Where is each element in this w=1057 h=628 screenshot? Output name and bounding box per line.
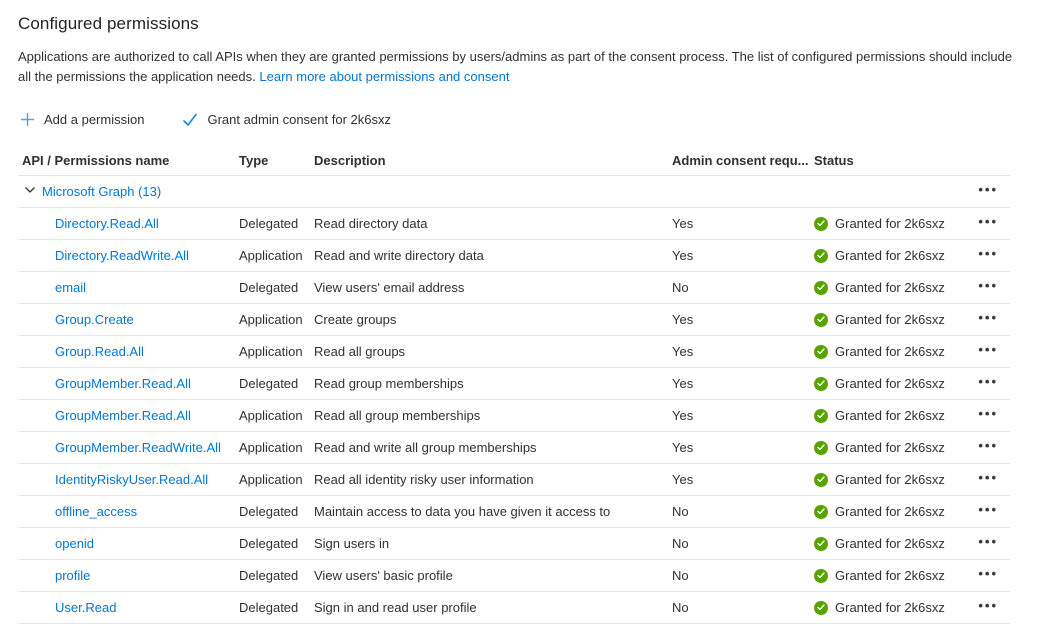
granted-check-icon	[814, 281, 828, 295]
permission-name-link[interactable]: offline_access	[55, 504, 138, 520]
permission-description: View users' basic profile	[314, 568, 453, 584]
table-row	[18, 592, 1010, 624]
permissions-table	[18, 146, 1010, 624]
status-text: Granted for 2k6sxz	[835, 312, 945, 328]
status-text: Granted for 2k6sxz	[835, 216, 945, 232]
more-options-button[interactable]: •••	[976, 180, 1000, 204]
granted-check-icon	[814, 249, 828, 263]
more-options-button[interactable]: •••	[976, 468, 1000, 492]
status-text: Granted for 2k6sxz	[835, 408, 945, 424]
admin-consent-required: No	[672, 504, 689, 520]
admin-consent-required: No	[672, 536, 689, 552]
table-row	[18, 432, 1010, 464]
admin-consent-required: Yes	[672, 376, 694, 392]
grant-admin-consent-label: Grant admin consent for 2k6sxz	[207, 112, 391, 128]
more-options-button[interactable]: •••	[976, 212, 1000, 236]
table-row	[18, 304, 1010, 336]
add-permission-button[interactable]	[18, 108, 146, 131]
permission-description: Sign in and read user profile	[314, 600, 477, 616]
more-options-button[interactable]: •••	[976, 276, 1000, 300]
table-row	[18, 240, 1010, 272]
admin-consent-required: No	[672, 280, 689, 296]
permission-type: Delegated	[239, 280, 299, 296]
page-title: Configured permissions	[18, 14, 199, 33]
status-text: Granted for 2k6sxz	[835, 376, 945, 392]
granted-check-icon	[814, 505, 828, 519]
permission-name-link[interactable]: GroupMember.Read.All	[55, 376, 191, 392]
permission-name-link[interactable]: GroupMember.Read.All	[55, 408, 191, 424]
header-status: Status	[814, 153, 854, 169]
status-cell	[810, 408, 958, 423]
status-text: Granted for 2k6sxz	[835, 472, 945, 488]
permission-type: Delegated	[239, 216, 299, 232]
permission-type: Delegated	[239, 376, 299, 392]
permission-type: Application	[239, 408, 303, 424]
plus-icon	[20, 112, 35, 127]
granted-check-icon	[814, 569, 828, 583]
permission-description: Read all group memberships	[314, 408, 481, 424]
header-description: Description	[314, 153, 386, 169]
permission-type: Delegated	[239, 504, 299, 520]
more-options-button[interactable]: •••	[976, 340, 1000, 364]
more-options-button[interactable]: •••	[976, 436, 1000, 460]
table-row	[18, 400, 1010, 432]
table-row	[18, 560, 1010, 592]
command-bar	[18, 108, 1057, 131]
permission-description: Maintain access to data you have given it access to	[314, 504, 611, 520]
admin-consent-required: Yes	[672, 440, 694, 456]
status-text: Granted for 2k6sxz	[835, 440, 945, 456]
table-row	[18, 528, 1010, 560]
page-description	[18, 47, 1026, 87]
table-body	[18, 208, 1010, 624]
granted-check-icon	[814, 473, 828, 487]
status-cell	[810, 600, 958, 615]
permission-description: View users' email address	[314, 280, 465, 296]
add-permission-label: Add a permission	[44, 112, 145, 128]
granted-check-icon	[814, 377, 828, 391]
more-options-button[interactable]: •••	[976, 596, 1000, 620]
status-text: Granted for 2k6sxz	[835, 280, 945, 296]
learn-more-link[interactable]: Learn more about permissions and consent	[259, 69, 510, 85]
permission-description: Read all groups	[314, 344, 406, 360]
granted-check-icon	[814, 345, 828, 359]
permission-type: Delegated	[239, 568, 299, 584]
more-options-button[interactable]: •••	[976, 500, 1000, 524]
permission-description: Read and write directory data	[314, 248, 484, 264]
permission-type: Delegated	[239, 536, 299, 552]
table-row	[18, 208, 1010, 240]
permission-name-link[interactable]: Directory.ReadWrite.All	[55, 248, 189, 264]
description-text: Applications are authorized to call APIs when they are granted permissions by users/admins as part of the consent process. The list of configured permissions should include all the permissions the application needs.	[18, 49, 1013, 85]
permission-description: Read all identity risky user information	[314, 472, 534, 488]
chevron-down-icon	[24, 184, 36, 199]
more-options-button[interactable]: •••	[976, 244, 1000, 268]
status-cell	[810, 312, 958, 327]
permission-type: Delegated	[239, 600, 299, 616]
permission-type: Application	[239, 472, 303, 488]
status-text: Granted for 2k6sxz	[835, 568, 945, 584]
table-row	[18, 496, 1010, 528]
granted-check-icon	[814, 441, 828, 455]
status-cell	[810, 344, 958, 359]
granted-check-icon	[814, 409, 828, 423]
header-api-permissions-name: API / Permissions name	[22, 153, 170, 169]
more-options-button[interactable]: •••	[976, 372, 1000, 396]
grant-admin-consent-button[interactable]	[180, 108, 393, 131]
status-text: Granted for 2k6sxz	[835, 504, 945, 520]
status-text: Granted for 2k6sxz	[835, 600, 945, 616]
more-options-button[interactable]: •••	[976, 564, 1000, 588]
table-header-row	[18, 146, 1010, 176]
granted-check-icon	[814, 217, 828, 231]
more-options-button[interactable]: •••	[976, 532, 1000, 556]
permission-name-link[interactable]: profile	[55, 568, 91, 584]
permission-description: Read group memberships	[314, 376, 464, 392]
permission-name-link[interactable]: GroupMember.ReadWrite.All	[55, 440, 221, 456]
permission-name-link[interactable]: User.Read	[55, 600, 117, 616]
permission-description: Create groups	[314, 312, 397, 328]
table-row	[18, 368, 1010, 400]
status-cell	[810, 568, 958, 583]
more-options-button[interactable]: •••	[976, 404, 1000, 428]
api-group-link[interactable]: Microsoft Graph (13)	[42, 184, 162, 200]
status-cell	[810, 376, 958, 391]
permission-type: Application	[239, 248, 303, 264]
permission-name-link[interactable]: Group.Create	[55, 312, 134, 328]
permission-name-link[interactable]: Group.Read.All	[55, 344, 144, 360]
permission-description: Sign users in	[314, 536, 390, 552]
permission-description: Read and write all group memberships	[314, 440, 537, 456]
permission-name-link[interactable]: IdentityRiskyUser.Read.All	[55, 472, 209, 488]
permission-type: Application	[239, 440, 303, 456]
permission-type: Application	[239, 344, 303, 360]
admin-consent-required: No	[672, 568, 689, 584]
status-cell	[810, 504, 958, 519]
api-group-row	[18, 176, 1010, 208]
status-text: Granted for 2k6sxz	[835, 248, 945, 264]
collapse-group-button[interactable]	[22, 182, 38, 201]
admin-consent-required: Yes	[672, 344, 694, 360]
status-text: Granted for 2k6sxz	[835, 536, 945, 552]
status-cell	[810, 440, 958, 455]
status-cell	[810, 280, 958, 295]
status-cell	[810, 536, 958, 551]
permission-name-link[interactable]: Directory.Read.All	[55, 216, 159, 232]
header-type: Type	[239, 153, 269, 169]
table-row	[18, 272, 1010, 304]
header-admin-consent-required: Admin consent requ...	[672, 153, 809, 169]
admin-consent-required: Yes	[672, 312, 694, 328]
granted-check-icon	[814, 537, 828, 551]
table-row	[18, 336, 1010, 368]
status-cell	[810, 248, 958, 263]
admin-consent-required: Yes	[672, 216, 694, 232]
more-options-button[interactable]: •••	[976, 308, 1000, 332]
status-cell	[810, 472, 958, 487]
permission-type: Application	[239, 312, 303, 328]
check-icon	[182, 113, 198, 127]
status-cell	[810, 216, 958, 231]
admin-consent-required: Yes	[672, 472, 694, 488]
permission-name-link[interactable]: email	[55, 280, 87, 296]
permission-name-link[interactable]: openid	[55, 536, 95, 552]
permission-description: Read directory data	[314, 216, 428, 232]
granted-check-icon	[814, 601, 828, 615]
status-text: Granted for 2k6sxz	[835, 344, 945, 360]
table-row	[18, 464, 1010, 496]
granted-check-icon	[814, 313, 828, 327]
admin-consent-required: Yes	[672, 248, 694, 264]
admin-consent-required: Yes	[672, 408, 694, 424]
admin-consent-required: No	[672, 600, 689, 616]
